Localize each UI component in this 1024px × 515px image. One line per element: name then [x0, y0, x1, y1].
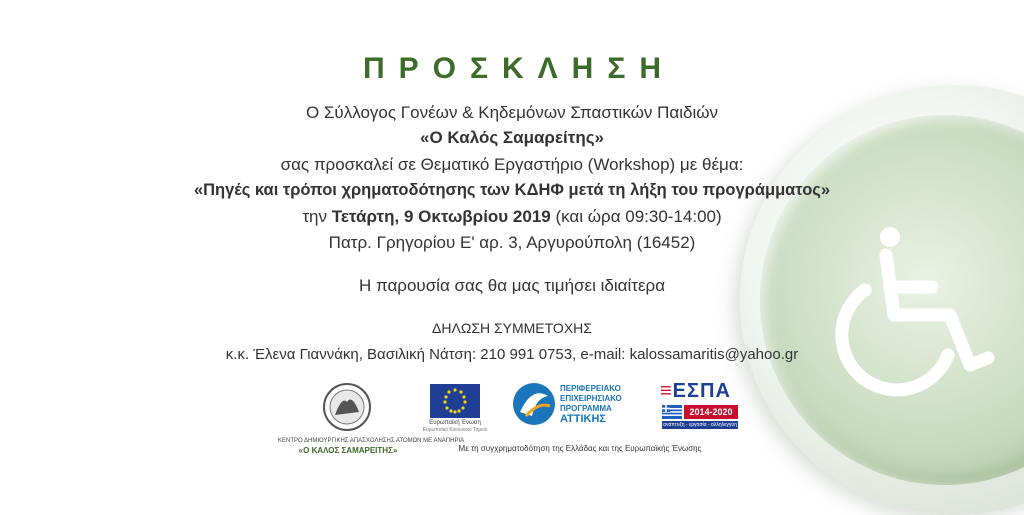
date-prefix: την [302, 207, 332, 226]
region-line-3: ΠΡΟΓΡΑΜΜΑ [560, 404, 612, 413]
center-seal-icon [322, 382, 372, 432]
address-line: Πατρ. Γρηγορίου Ε' αρ. 3, Αργυρούπολη (16452) [328, 233, 696, 252]
eu-caption: Ευρωπαϊκή Ένωση [429, 420, 481, 426]
espa-title: ≡ΕΣΠΑ [660, 380, 731, 402]
organizer-name: «Ο Καλός Σαμαρείτης» [419, 128, 604, 147]
contact-line: κ.κ. Έλενα Γιαννάκη, Βασιλική Νάτση: 210 991 0753, e-mail: kalossamaritis@yahoo.gr [225, 346, 799, 363]
region-line-4: ΑΤΤΙΚΗΣ [560, 413, 607, 425]
region-line-2: ΕΠΙΧΕΙΡΗΣΙΑΚΟ [560, 394, 622, 403]
date-value: Τετάρτη, 9 Οκτωβρίου 2019 [331, 207, 551, 226]
date-line [0, 207, 1024, 227]
invitation-line: σας προσκαλεί σε Θεματικό Εργαστήριο (Workshop) με θέμα: [280, 155, 744, 174]
rsvp-heading: ΔΗΛΩΣΗ ΣΥΜΜΕΤΟΧΗΣ [432, 320, 592, 336]
center-logo-caption: ΚΕΝΤΡΟ ΔΗΜΙΟΥΡΓΙΚΗΣ ΑΠΑΣΧΟΛΗΣΗΣ ΑΤΟΜΩΝ ΜΕ ΑΝΑΠΗΡΙΑ [278, 438, 465, 444]
region-line-1: ΠΕΡΙΦΕΡΕΙΑΚΟ [560, 384, 621, 393]
time-value: (και ώρα 09:30-14:00) [550, 207, 722, 226]
espa-years: 2014-2020 [684, 405, 738, 419]
attica-region-icon [512, 382, 556, 426]
organizer-line: Ο Σύλλογος Γονέων & Κηδεμόνων Σπαστικών Παιδιών [305, 103, 719, 122]
honor-line: Η παρουσία σας θα μας τιμήσει ιδιαίτερα [358, 276, 666, 295]
eu-flag-icon [430, 384, 480, 418]
workshop-topic: «Πηγές και τρόποι χρηματοδότησης των ΚΔΗΦ μετά τη λήξη του προγράμματος» [193, 181, 831, 199]
logo-footer [0, 380, 1024, 488]
espa-title-text: ΕΣΠΑ [672, 380, 731, 402]
cofunding-caption: Με τη συγχρηματοδότηση της Ελλάδας και της Ευρωπαϊκής Ένωσης [458, 444, 702, 453]
espa-motto: ανάπτυξη - εργασία - αλληλεγγύη [663, 422, 737, 428]
page-title: ΠΡΟΣΚΛΗΣΗ [362, 52, 676, 85]
greek-flag-icon [662, 405, 682, 419]
center-logo-name: «Ο ΚΑΛΟΣ ΣΑΜΑΡΕΙΤΗΣ» [298, 446, 398, 455]
eu-subcaption: Ευρωπαϊκό Κοινωνικό Ταμείο [422, 427, 488, 433]
